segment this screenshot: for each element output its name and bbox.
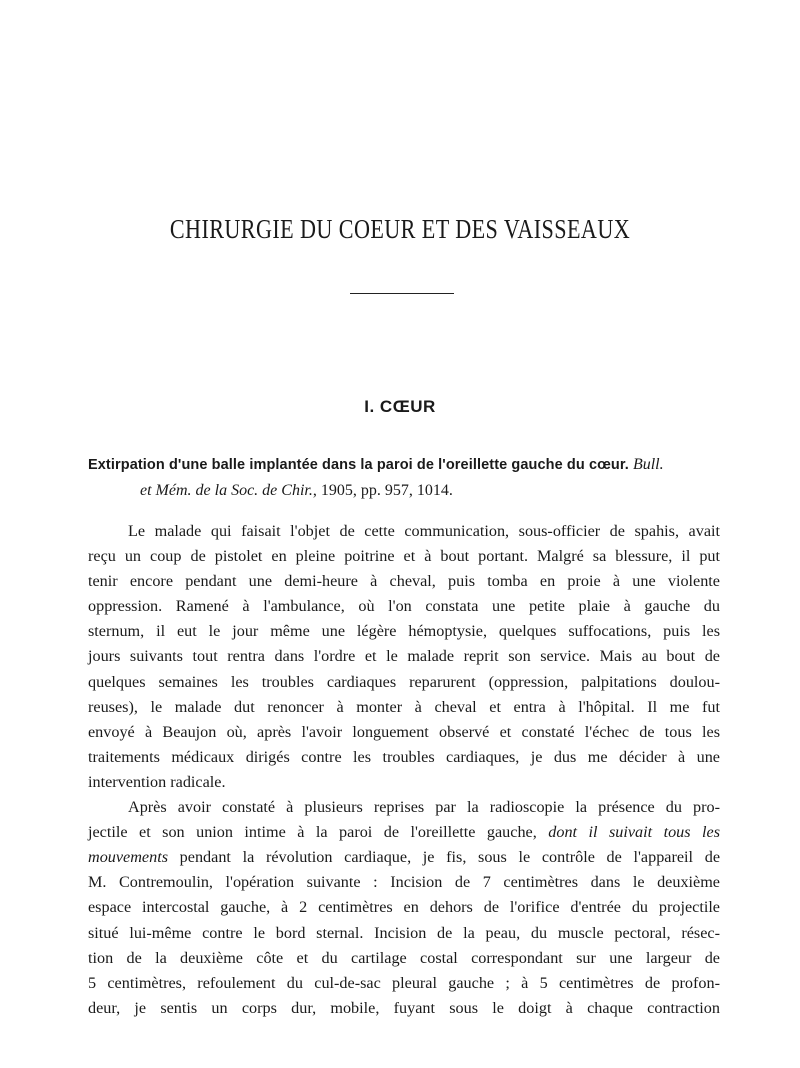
article-reference-pages: , 1905, pp. 957, 1014.	[312, 482, 453, 499]
article-heading	[88, 452, 728, 503]
text-line: Après avoir constaté à plusieurs reprises par la radioscopie la présence du pro-	[128, 798, 720, 817]
article-body	[88, 519, 720, 1021]
italic-run: mouvements	[88, 848, 169, 867]
article-reference-society: et Mém. de la Soc. de Chir.	[140, 482, 313, 499]
text-line: reçu un coup de pistolet en pleine poitrine et à bout portant. Malgré sa blessure, il put	[88, 547, 720, 566]
text-line	[88, 845, 720, 870]
text-line: deur, je sentis un corps dur, mobile, fuyant sous le doigt à chaque contraction	[88, 998, 720, 1017]
text-line: tion de la deuxième côte et du cartilage costal correspondant sur une largeur de	[88, 948, 720, 967]
text-line: jours suivants tout rentra dans l'ordre et le malade reprit son service. Mais au bout de	[88, 647, 720, 666]
section-heading: I. CŒUR	[364, 397, 436, 416]
text-line: 5 centimètres, refoulement du cul-de-sac pleural gauche ; à 5 centimètres de profon-	[88, 973, 720, 992]
article-title: Extirpation d'une balle implantée dans la paroi de l'oreillette gauche du cœur.	[88, 457, 629, 473]
text-line: espace intercostal gauche, à 2 centimètres en dehors de l'orifice d'entrée du projectile	[88, 898, 720, 917]
text-line: sternum, il eut le jour même une légère hémoptysie, quelques suffocations, puis les	[88, 622, 720, 641]
page-title: CHIRURGIE DU COEUR ET DES VAISSEAUX	[169, 214, 631, 244]
text-line: envoyé à Beaujon où, après l'avoir longuement observé et constaté l'échec de tous les	[88, 722, 720, 741]
text-line: situé lui-même contre le bord sternal. Incision de la peau, du muscle pectoral, résec-	[88, 923, 720, 942]
italic-run: dont il suivait tous les	[548, 823, 720, 842]
text-line: traitements médicaux dirigés contre les troubles cardiaques, je dus me décider à une	[88, 747, 720, 766]
text-line: quelques semaines les troubles cardiaques reparurent (oppression, palpitations doulou-	[88, 672, 720, 691]
text-run: pendant la révolution cardiaque, je fis, sous le contrôle de l'appareil de	[168, 848, 720, 867]
paragraph-2	[88, 795, 720, 1021]
paragraph-1	[88, 519, 720, 795]
text-line: reuses), le malade dut renoncer à monter à cheval et entra à l'hôpital. Il me fut	[88, 697, 720, 716]
text-line: Le malade qui faisait l'objet de cette communication, sous-officier de spahis, avait	[128, 522, 720, 540]
text-line	[88, 820, 720, 845]
text-line: M. Contremoulin, l'opération suivante : Incision de 7 centimètres dans le deuxième	[88, 873, 720, 892]
text-line: intervention radicale.	[88, 772, 226, 791]
text-line: oppression. Ramené à l'ambulance, où l'on constata une petite plaie à gauche du	[88, 597, 720, 616]
article-reference-line	[88, 478, 728, 503]
title-divider	[350, 293, 454, 294]
text-line: tenir encore pendant une demi-heure à cheval, puis tomba en proie à une violente	[88, 572, 720, 591]
text-run: jectile et son union intime à la paroi de l'oreillette gauche,	[88, 823, 549, 842]
article-reference-journal: Bull.	[632, 456, 664, 473]
